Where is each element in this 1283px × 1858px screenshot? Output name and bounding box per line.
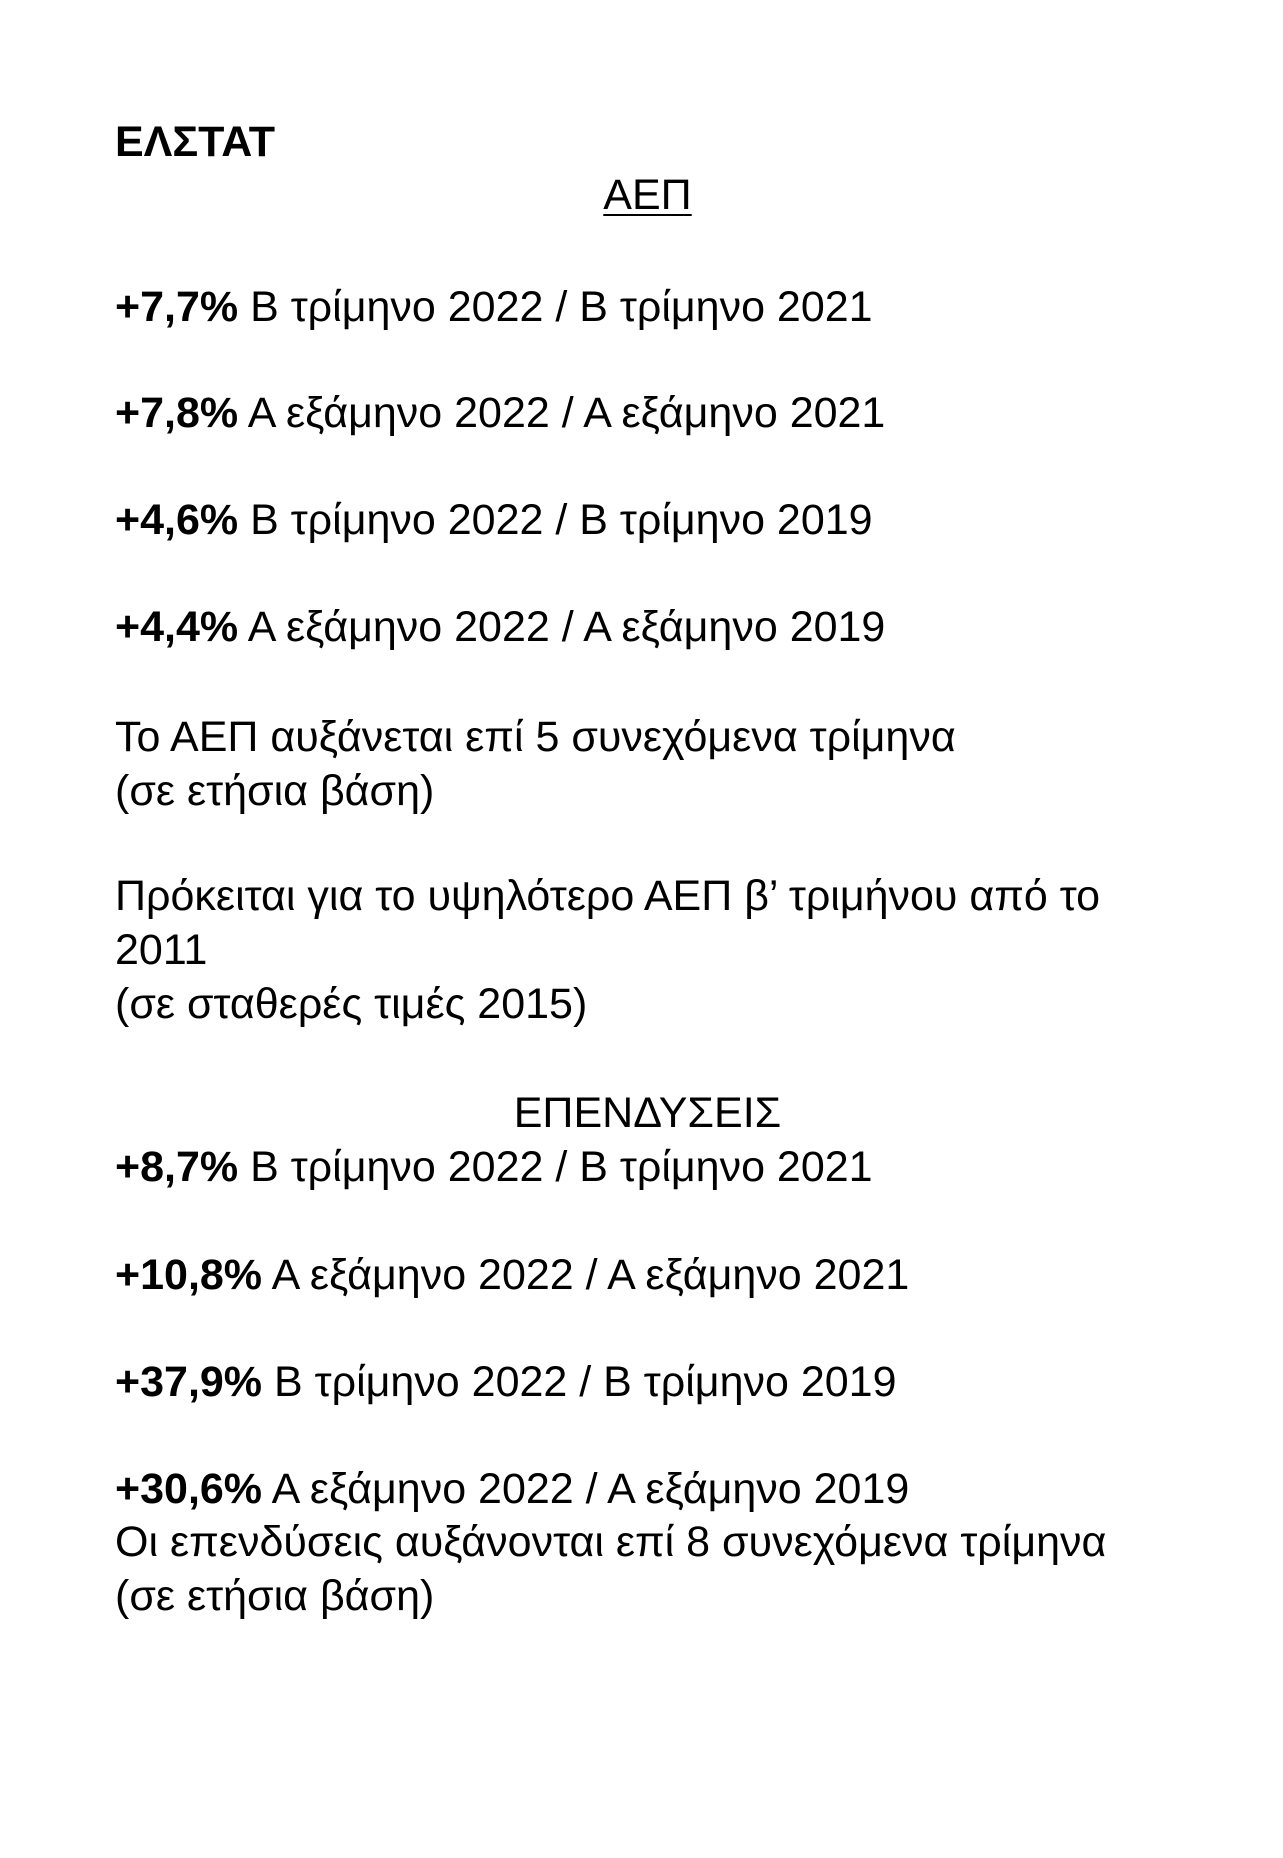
stat-percentage: +10,8% bbox=[115, 1251, 263, 1299]
stat-description: Β τρίμηνο 2022 / Β τρίμηνο 2019 bbox=[262, 1358, 897, 1406]
stat-description: Β τρίμηνο 2022 / Β τρίμηνο 2021 bbox=[238, 283, 873, 331]
document-page bbox=[115, 0, 1195, 1858]
stat-description: Β τρίμηνο 2022 / Β τρίμηνο 2021 bbox=[238, 1143, 873, 1191]
gdp-growth-note-line: (σε ετήσια βάση) bbox=[115, 767, 435, 815]
gdp-record-note-line: 2011 bbox=[115, 926, 208, 974]
investments-stat-q2-2021 bbox=[115, 1142, 873, 1192]
gdp-growth-note bbox=[115, 710, 956, 818]
stat-percentage: +7,7% bbox=[115, 283, 239, 331]
investments-growth-note bbox=[115, 1515, 1106, 1623]
gdp-growth-note-line: Το ΑΕΠ αυξάνεται επί 5 συνεχόμενα τρίμηνα bbox=[115, 713, 956, 761]
stat-percentage: +7,8% bbox=[115, 389, 239, 437]
stat-description: Α εξάμηνο 2022 / Α εξάμηνο 2019 bbox=[238, 603, 886, 651]
gdp-record-note bbox=[115, 869, 1100, 1031]
gdp-stat-q2-2021 bbox=[115, 282, 873, 332]
stat-description: Α εξάμηνο 2022 / Α εξάμηνο 2021 bbox=[238, 389, 886, 437]
gdp-record-note-line: (σε σταθερές τιμές 2015) bbox=[115, 980, 588, 1028]
stat-description: Α εξάμηνο 2022 / Α εξάμηνο 2021 bbox=[262, 1251, 910, 1299]
gdp-stat-h1-2019 bbox=[115, 602, 885, 652]
investments-stat-h1-2021 bbox=[115, 1250, 909, 1300]
gdp-section-title bbox=[115, 170, 1180, 220]
gdp-stat-q2-2019 bbox=[115, 495, 873, 545]
stat-percentage: +4,6% bbox=[115, 496, 239, 544]
gdp-section-title-text: ΑΕΠ bbox=[603, 171, 692, 219]
investments-growth-note-line: Οι επενδύσεις αυξάνονται επί 8 συνεχόμενα τρίμηνα bbox=[115, 1518, 1107, 1566]
stat-description: Α εξάμηνο 2022 / Α εξάμηνο 2019 bbox=[262, 1465, 910, 1513]
investments-stat-q2-2019 bbox=[115, 1357, 897, 1407]
investments-section-title: ΕΠΕΝΔΥΣΕΙΣ bbox=[513, 1089, 782, 1137]
stat-percentage: +8,7% bbox=[115, 1143, 239, 1191]
stat-percentage: +37,9% bbox=[115, 1358, 263, 1406]
document-title: ΕΛΣΤΑΤ bbox=[115, 118, 275, 166]
investments-growth-note-line: (σε ετήσια βάση) bbox=[115, 1572, 435, 1620]
stat-description: Β τρίμηνο 2022 / Β τρίμηνο 2019 bbox=[238, 496, 873, 544]
investments-stat-h1-2019 bbox=[115, 1464, 909, 1514]
gdp-stat-h1-2021 bbox=[115, 388, 885, 438]
stat-percentage: +4,4% bbox=[115, 603, 239, 651]
stat-percentage: +30,6% bbox=[115, 1465, 263, 1513]
gdp-record-note-line: Πρόκειται για το υψηλότερο ΑΕΠ β’ τριμήνου από το bbox=[115, 872, 1101, 920]
